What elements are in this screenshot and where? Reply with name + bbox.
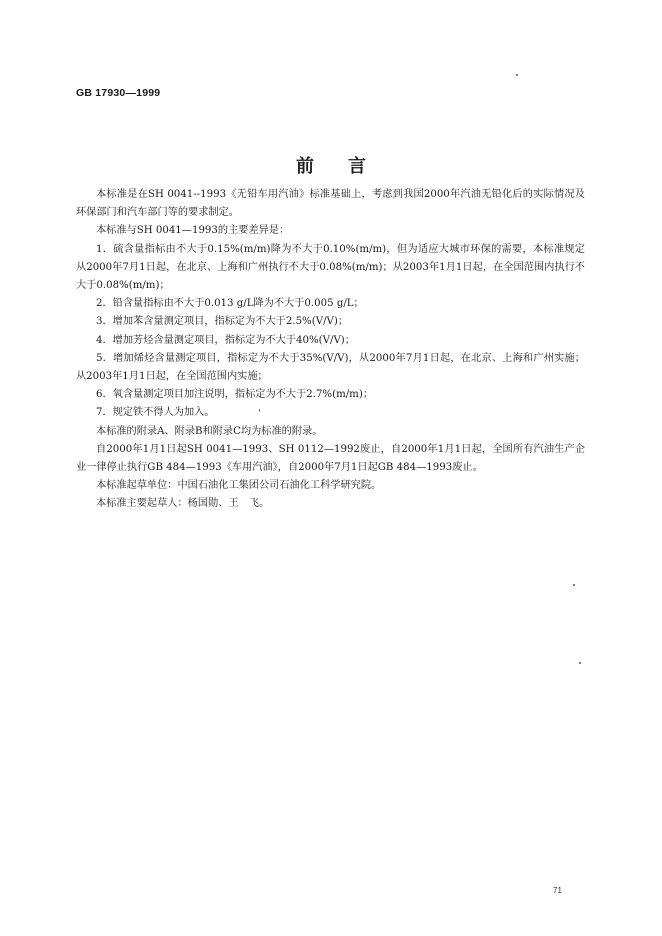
list-item-iron: 7．规定铁不得人为加入。: [96, 407, 215, 419]
list-item-aromatics: 4．增加芳烃含量测定项目，指标定为不大于40%(V/V)；: [96, 334, 355, 346]
list-item-sulfur: 1．硫含量指标由不大于0.15%(m/m)降为不大于0.10%(m/m)，但为适应大城市环保的需要，本标准规定从2000年7月1日起，在北京、上海和广州执行不大于0.08%(m/m)；从2003年1月1日起，在全国范围内执行不大于0.08%(m/m)；: [76, 243, 585, 292]
paragraph-appendices: 本标准的附录A、附录B和附录C均为标准的附录。: [96, 425, 323, 437]
list-item-olefins: 5．增加烯烃含量测定项目，指标定为不大于35%(V/V)，从2000年7月1日起，在北京、上海和广州实施；从2003年1月1日起，在全国范围内实施；: [76, 352, 585, 383]
page-title: 前言: [296, 156, 400, 177]
standard-code: GB 17930—1999: [76, 87, 161, 99]
scan-speck: [579, 662, 581, 664]
list-item-oxygen: 6．氧含量测定项目加注说明，指标定为不大于2.7%(m/m)；: [96, 389, 374, 401]
paragraph-intro: 本标准是在SH 0041--1993《无铅车用汽油》标准基础上，考虑到我国2000年汽油无铅化后的实际情况及环保部门和汽车部门等的要求制定。: [76, 189, 585, 219]
paragraph-supersession: 自2000年1月1日起SH 0041—1993、SH 0112—1992废止，自2000年1月1日起，全国所有汽油生产企业一律停止执行GB 484—1993《车用汽油》，自2000年7月1日起GB 484—1993废止。: [76, 443, 585, 474]
list-item-lead: 2．铅含量指标由不大于0.013 g/L降为不大于0.005 g/L；: [96, 298, 364, 310]
paragraph-differences-heading: 本标准与SH 0041—1993的主要差异是：: [96, 225, 290, 237]
body-text: [76, 186, 585, 514]
paragraph-drafters: 本标准主要起草人：杨国勋、王 飞。: [96, 498, 270, 510]
list-item-benzene: 3．增加苯含量测定项目，指标定为不大于2.5%(V/V)；: [96, 316, 349, 328]
page-number: 71: [553, 886, 562, 895]
paragraph-drafting-unit: 本标准起草单位：中国石油化工集团公司石油化工科学研究院。: [96, 480, 382, 492]
scan-speck: [516, 74, 518, 76]
scan-speck: [573, 584, 575, 586]
scan-speck: [259, 409, 260, 412]
